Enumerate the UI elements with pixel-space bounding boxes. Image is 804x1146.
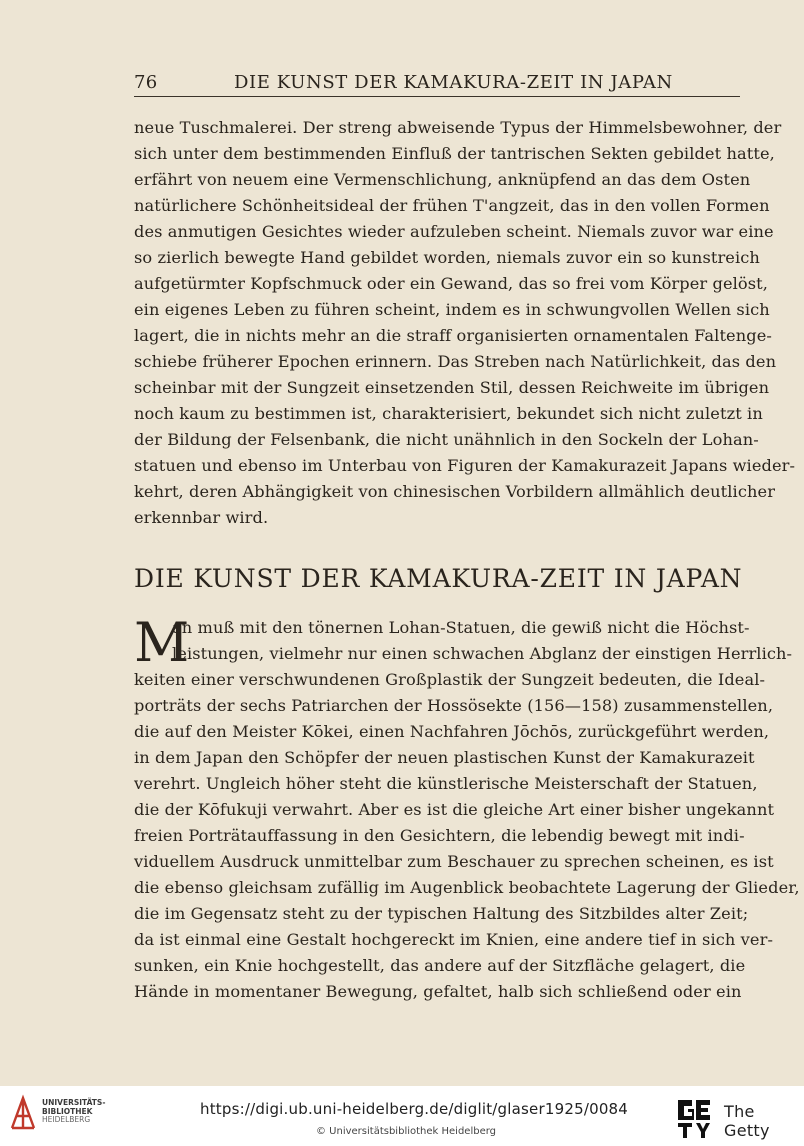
paragraph-2 bbox=[134, 611, 800, 1005]
text-line: lagert, die in nichts mehr an die straff organisierten ornamentalen Faltenge- bbox=[134, 326, 772, 345]
getty-logo-icon bbox=[674, 1096, 714, 1140]
library-name-line-2: BIBLIOTHEK bbox=[42, 1106, 93, 1116]
library-name-line-1: UNIVERSITÄTS- bbox=[42, 1098, 106, 1107]
running-title: DIE KUNST DER KAMAKURA-ZEIT IN JAPAN bbox=[234, 72, 673, 93]
text-line: leistungen, vielmehr nur einen schwachen Abglanz der einstigen Herrlich- bbox=[172, 644, 793, 663]
text-line: sunken, ein Knie hochgestellt, das andere auf der Sitzfläche gelagert, die bbox=[134, 956, 746, 975]
text-line: freien Porträtauffassung in den Gesichtern, die lebendig bewegt mit indi- bbox=[134, 826, 745, 845]
page-number: 76 bbox=[134, 72, 158, 93]
text-line: der Bildung der Felsenbank, die nicht unähnlich in den Sockeln der Lohan- bbox=[134, 430, 759, 449]
text-line: natürlichere Schönheitsideal der frühen T'angzeit, das in den vollen Formen bbox=[134, 196, 770, 215]
text-line: neue Tuschmalerei. Der streng abweisende Typus der Himmelsbewohner, der bbox=[134, 118, 782, 137]
text-line: Hände in momentaner Bewegung, gefaltet, halb sich schließend oder ein bbox=[134, 982, 742, 1001]
getty-name: The Getty bbox=[724, 1102, 770, 1140]
text-line: noch kaum zu bestimmen ist, charakterisiert, bekundet sich nicht zuletzt in bbox=[134, 404, 763, 423]
library-name-line-3: HEIDELBERG bbox=[42, 1115, 91, 1124]
text-line: die im Gegensatz steht zu der typischen Haltung des Sitzbildes alter Zeit; bbox=[134, 904, 749, 923]
text-line: erkennbar wird. bbox=[134, 508, 269, 527]
text-line: sich unter dem bestimmenden Einfluß der tantrischen Sekten gebildet hatte, bbox=[134, 144, 775, 163]
copyright-notice: © Universitätsbibliothek Heidelberg bbox=[316, 1126, 497, 1137]
section-heading: DIE KUNST DER KAMAKURA-ZEIT IN JAPAN bbox=[134, 564, 743, 593]
text-line: so zierlich bewegte Hand gebildet worden, niemals zuvor ein so kunstreich bbox=[134, 248, 760, 267]
text-line: in dem Japan den Schöpfer der neuen plastischen Kunst der Kamakurazeit bbox=[134, 748, 755, 767]
footer bbox=[0, 1086, 804, 1146]
text-line: schiebe früherer Epochen erinnern. Das Streben nach Natürlichkeit, das den bbox=[134, 352, 777, 371]
text-line: die ebenso gleichsam zufällig im Augenblick beobachtete Lagerung der Glieder, bbox=[134, 878, 800, 897]
text-line: ein eigenes Leben zu führen scheint, indem es in schwungvollen Wellen sich bbox=[134, 300, 770, 319]
text-line: da ist einmal eine Gestalt hochgereckt im Knien, eine andere tief in sich ver- bbox=[134, 930, 774, 949]
text-line: viduellem Ausdruck unmittelbar zum Beschauer zu sprechen scheinen, es ist bbox=[134, 852, 774, 871]
library-name bbox=[42, 1099, 105, 1125]
text-line: statuen und ebenso im Unterbau von Figuren der Kamakurazeit Japans wieder- bbox=[134, 456, 796, 475]
source-url-link[interactable]: https://digi.ub.uni-heidelberg.de/diglit/glaser1925/0084 bbox=[200, 1100, 629, 1118]
text-line: verehrt. Ungleich höher steht die künstlerische Meisterschaft der Statuen, bbox=[134, 774, 758, 793]
text-line: scheinbar mit der Sungzeit einsetzenden Stil, dessen Reichweite im übrigen bbox=[134, 378, 770, 397]
text-line: die der Kōfukuji verwahrt. Aber es ist die gleiche Art einer bisher ungekannt bbox=[134, 800, 775, 819]
text-line: kehrt, deren Abhängigkeit von chinesischen Vorbildern allmählich deutlicher bbox=[134, 482, 776, 501]
drop-cap: M bbox=[134, 611, 190, 674]
page-header bbox=[134, 66, 740, 97]
text-line: aufgetürmter Kopfschmuck oder ein Gewand, das so frei vom Körper gelöst, bbox=[134, 274, 769, 293]
text-line: keiten einer verschwundenen Großplastik der Sungzeit bedeuten, die Ideal- bbox=[134, 670, 766, 689]
text-line: porträts der sechs Patriarchen der Hossösekte (156—158) zusammenstellen, bbox=[134, 696, 774, 715]
text-line: des anmutigen Gesichtes wieder aufzuleben scheint. Niemals zuvor war eine bbox=[134, 222, 774, 241]
paragraph-1 bbox=[134, 115, 796, 531]
library-logo-icon bbox=[8, 1094, 38, 1132]
text-line: erfährt von neuem eine Vermenschlichung, anknüpfend an das dem Osten bbox=[134, 170, 751, 189]
text-line: die auf den Meister Kōkei, einen Nachfahren Jōchōs, zurückgeführt werden, bbox=[134, 722, 770, 741]
text-line: an muß mit den tönernen Lohan-Statuen, die gewiß nicht die Höchst- bbox=[172, 618, 750, 637]
